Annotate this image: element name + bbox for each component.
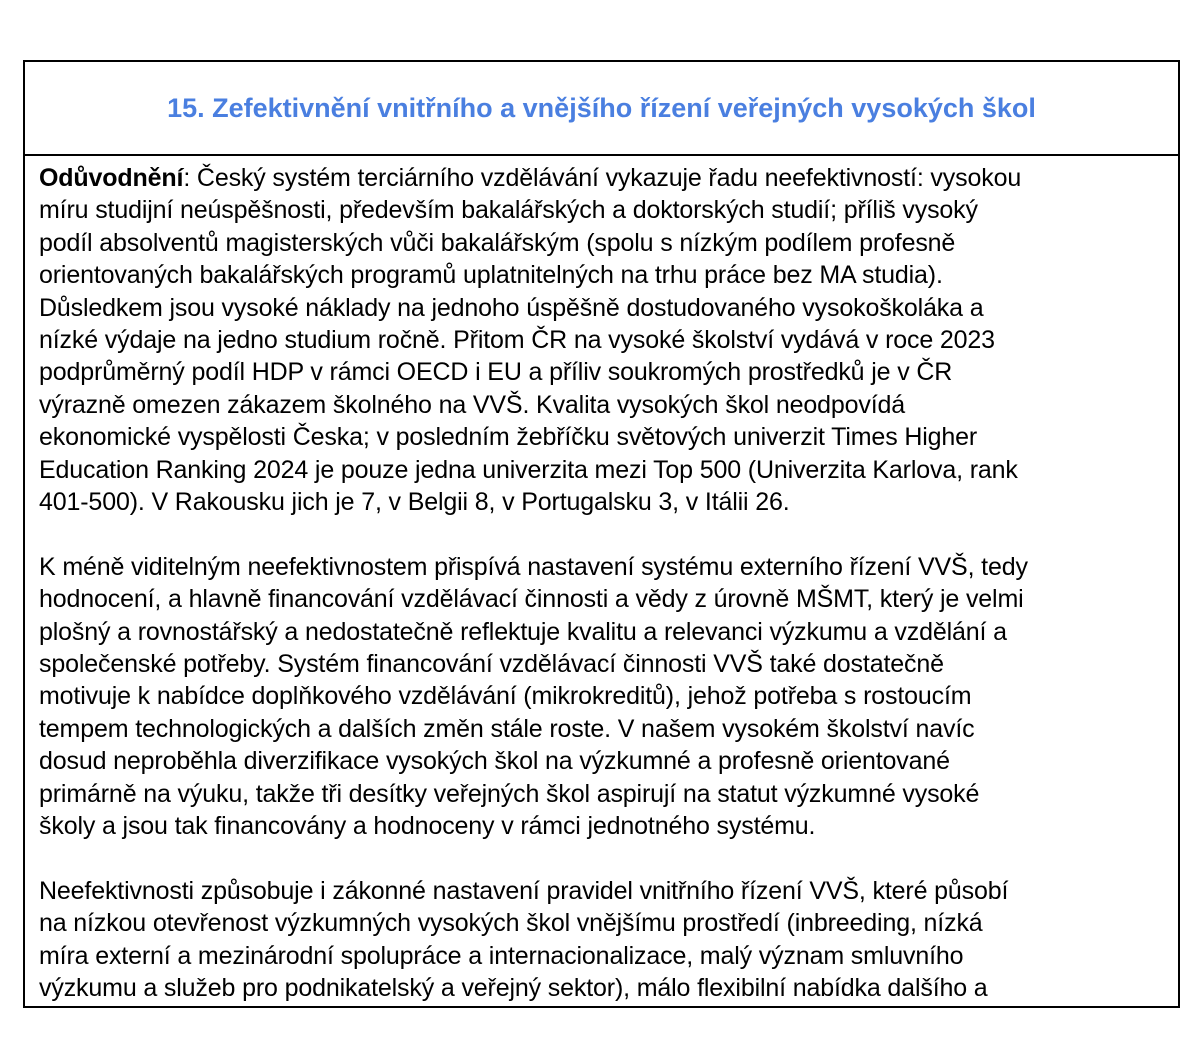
paragraph-line: motivuje k nabídce doplňkového vzdělávání (mikrokreditů), jehož potřeba s rostoucím — [39, 682, 972, 711]
paragraph-external-governance — [39, 551, 1164, 843]
paragraph-line: plošný a rovnostářský a nedostatečně reflektuje kvalitu a relevanci výzkumu a vzdělání a — [39, 617, 1007, 646]
paragraph-line: ekonomické vyspělosti Česka; v posledním žebříčku světových univerzit Times Higher — [39, 423, 978, 452]
paragraph-line: výrazně omezen zákazem školného na VVŠ. Kvalita vysokých škol neodpovídá — [39, 390, 906, 419]
paragraph-line: tempem technologických a dalších změn stále roste. V našem vysokém školství navíc — [39, 714, 975, 743]
paragraph-line: společenské potřeby. Systém financování vzdělávací činnosti VVŠ také dostatečně — [39, 650, 944, 679]
document-table — [23, 60, 1180, 1008]
paragraph-line: výzkumu a služeb pro podnikatelský a veřejný sektor), málo flexibilní nabídka dalšího a — [39, 974, 988, 1003]
paragraph-internal-governance — [39, 875, 1164, 1005]
paragraph-line: školy a jsou tak financovány a hodnoceny v rámci jednotného systému. — [39, 812, 816, 841]
paragraph-line: hodnocení, a hlavně financování vzdělávací činnosti a vědy z úrovně MŠMT, který je velmi — [39, 585, 1024, 614]
paragraph-line: míru studijní neúspěšnosti, především bakalářských a doktorských studií; příliš vysoký — [39, 196, 978, 225]
body-cell — [25, 156, 1178, 1005]
paragraph-justification — [39, 162, 1164, 518]
paragraph-line: podíl absolventů magisterských vůči bakalářským (spolu s nízkým podílem profesně — [39, 228, 956, 257]
line-text: : Český systém terciárního vzdělávání vykazuje řadu neefektivností: vysokou — [183, 164, 1022, 192]
section-title: 15. Zefektivnění vnitřního a vnějšího řízení veřejných vysokých škol — [167, 92, 1036, 123]
paragraph-line: míra externí a mezinárodní spolupráce a internacionalizace, malý význam smluvního — [39, 941, 964, 970]
paragraph-line: orientovaných bakalářských programů uplatnitelných na trhu práce bez MA studia). — [39, 261, 943, 290]
paragraph-line: nízké výdaje na jedno studium ročně. Přitom ČR na vysoké školství vydává v roce 2023 — [39, 326, 995, 355]
paragraph-line: podprůměrný podíl HDP v rámci OECD i EU a příliv soukromých prostředků je v ČR — [39, 358, 953, 387]
paragraph-line: primárně na výuku, takže tři desítky veřejných škol aspirují na statut výzkumné vysoké — [39, 779, 980, 808]
lead-label: Odůvodnění — [39, 164, 184, 192]
title-cell — [25, 62, 1178, 156]
paragraph-line — [39, 162, 1164, 194]
paragraph-line: Neefektivnosti způsobuje i zákonné nastavení pravidel vnitřního řízení VVŠ, které působí — [39, 876, 1009, 905]
paragraph-line: K méně viditelným neefektivnostem přispívá nastavení systému externího řízení VVŠ, tedy — [39, 552, 1028, 581]
paragraph-line: na nízkou otevřenost výzkumných vysokých škol vnějšímu prostředí (inbreeding, nízká — [39, 909, 983, 938]
paragraph-line: 401-500). V Rakousku jich je 7, v Belgii 8, v Portugalsku 3, v Itálii 26. — [39, 488, 790, 517]
paragraph-line: Education Ranking 2024 je pouze jedna univerzita mezi Top 500 (Univerzita Karlova, rank — [39, 455, 1018, 484]
paragraph-line: Důsledkem jsou vysoké náklady na jednoho úspěšně dostudovaného vysokoškoláka a — [39, 293, 984, 322]
paragraph-line: dosud neproběhla diverzifikace vysokých škol na výzkumné a profesně orientované — [39, 747, 950, 776]
